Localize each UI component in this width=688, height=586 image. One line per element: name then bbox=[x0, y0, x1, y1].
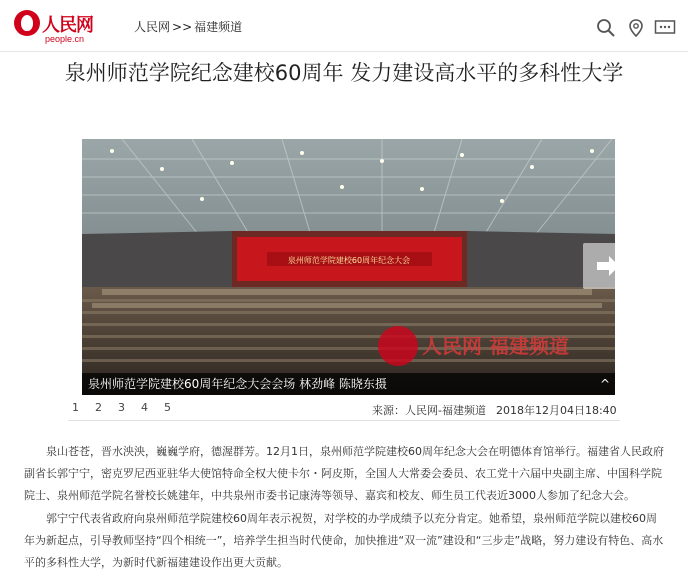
logo-domain: people.cn bbox=[45, 34, 85, 44]
photo-page-link[interactable]: 4 bbox=[141, 401, 148, 414]
article-photo[interactable] bbox=[82, 139, 615, 395]
article-paragraph: 泉山苍苍，晋水泱泱，巍巍学府，德渥群芳。12月1日，泉州师范学院建校60周年纪念大会在明德体育馆举行。福建省人民政府副省长郭宁宁，密克罗尼西亚驻华大使馆特命全权大使卡尔・阿皮斯，全国人大常委会委员、农工党十六届中央副主席、中国科学院院士、泉州师范学院名誉校长姚建年，中共泉州市委书记康涛等领导、嘉宾和校友、师生员工代表近3000人参加了纪念大会。 bbox=[24, 445, 664, 502]
breadcrumb-separator: >> bbox=[172, 20, 193, 34]
photo-page-link[interactable]: 3 bbox=[118, 401, 125, 414]
next-photo-button[interactable] bbox=[583, 243, 631, 289]
svg-text:人民网 福建频道: 人民网 福建频道 bbox=[422, 334, 569, 358]
comment-icon[interactable] bbox=[654, 18, 676, 40]
search-icon[interactable] bbox=[596, 18, 618, 40]
article-title: 泉州师范学院纪念建校60周年 发力建设高水平的多科性大学 bbox=[64, 61, 624, 85]
arrow-right-icon bbox=[583, 243, 631, 289]
divider bbox=[68, 420, 620, 421]
top-header bbox=[0, 0, 688, 52]
photo-pager bbox=[72, 401, 187, 414]
photo-caption-bar bbox=[82, 373, 615, 395]
article-paragraph: 郭宁宁代表省政府向泉州师范学院建校60周年表示祝贺，对学校的办学成绩予以充分肯定。她希望，泉州师范学院以建校60周年为新起点，引导教师坚持“四个相统一”，培养学生担当时代使命，加快推进“双一流”建设和“三步走”战略，努力建设有特色、高水平的多科性大学，为新时代新福建建设作出更大贡献。 bbox=[24, 512, 664, 569]
breadcrumb bbox=[134, 18, 244, 35]
arena-photo-drawing bbox=[82, 139, 615, 395]
breadcrumb-home-link[interactable]: 人民网 bbox=[134, 20, 171, 34]
people-logo[interactable] bbox=[14, 8, 98, 48]
photo-page-link[interactable]: 1 bbox=[72, 401, 79, 414]
article-meta bbox=[372, 402, 617, 418]
stage-banner-text: 泉州师范学院建校60周年纪念大会 bbox=[287, 256, 411, 265]
photo-page-link[interactable]: 2 bbox=[95, 401, 102, 414]
breadcrumb-channel-link[interactable]: 福建频道 bbox=[194, 20, 243, 34]
location-icon[interactable] bbox=[626, 18, 648, 40]
logo-text: 人民网 bbox=[42, 15, 93, 36]
logo-mark-icon bbox=[14, 10, 40, 36]
photo-caption: 泉州师范学院建校60周年纪念大会会场 林劲峰 陈晓东摄 bbox=[88, 377, 387, 391]
article-date: 2018年12月04日18:40 bbox=[495, 404, 617, 417]
caption-collapse-icon[interactable]: ^ bbox=[599, 377, 611, 391]
article-source: 来源：人民网-福建频道 bbox=[372, 404, 486, 417]
photo-page-link[interactable]: 5 bbox=[164, 401, 171, 414]
article-body bbox=[24, 441, 664, 575]
